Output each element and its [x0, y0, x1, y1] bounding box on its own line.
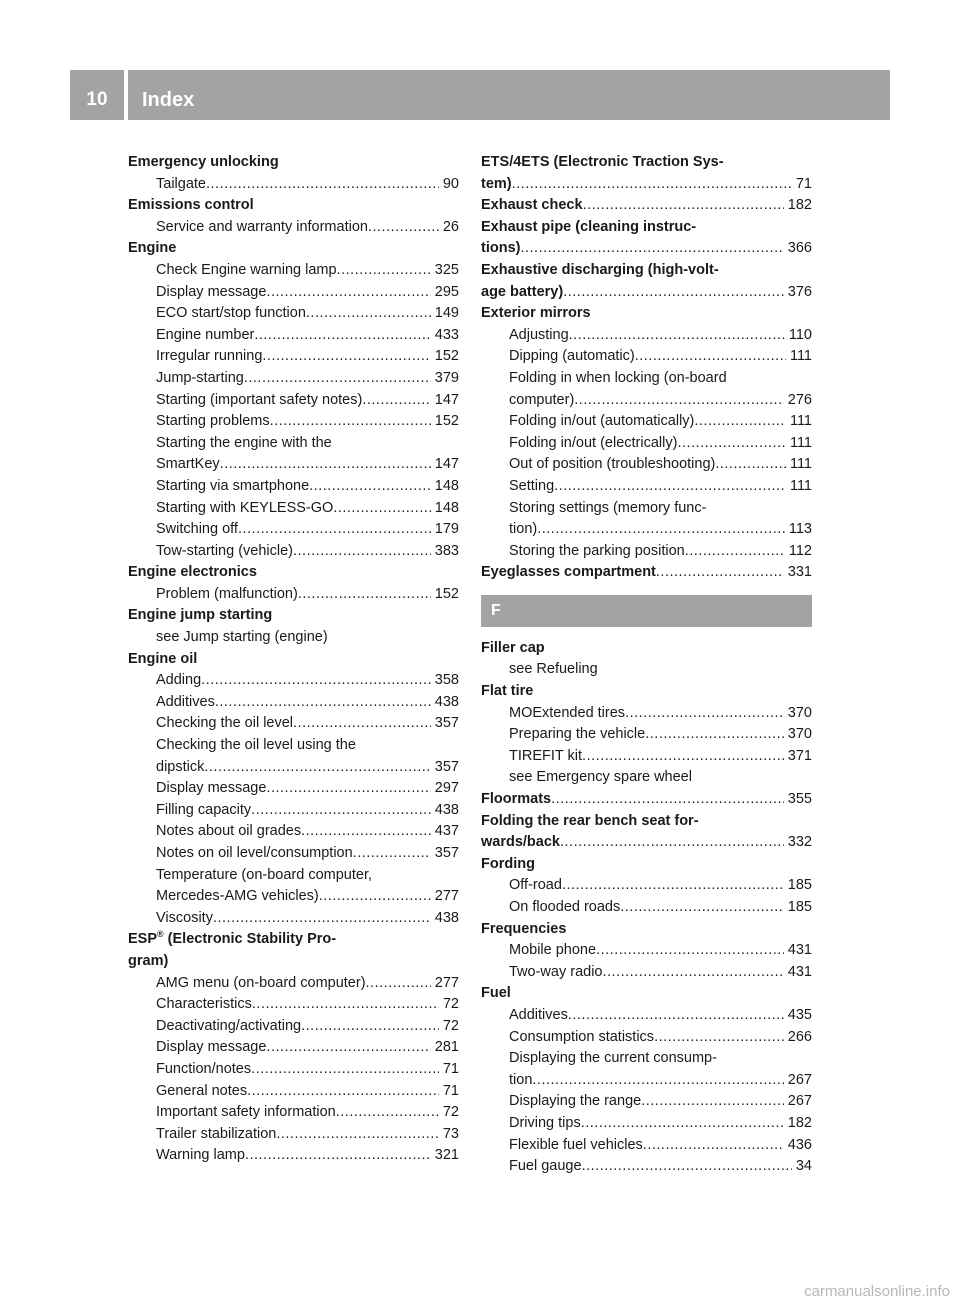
index-subentry-text: Checking the oil level using the — [156, 737, 356, 754]
page-reference: 111 — [789, 477, 812, 494]
index-heading: Exhaust pipe (cleaning instruc- — [481, 218, 697, 235]
dot-leader — [254, 325, 430, 347]
index-heading — [128, 929, 459, 951]
dot-leader — [319, 886, 431, 908]
index-heading-entry — [481, 195, 812, 217]
index-subentry — [481, 1135, 812, 1157]
entry-label: tem) — [481, 175, 512, 192]
page-reference: 370 — [787, 704, 812, 721]
page-reference: 152 — [434, 413, 459, 430]
dot-leader — [201, 670, 431, 692]
index-heading: Fuel — [481, 985, 511, 1002]
entry-label: tions) — [481, 240, 521, 257]
index-subentry — [128, 411, 459, 433]
page-reference: 438 — [434, 693, 459, 710]
index-subentry — [128, 670, 459, 692]
entry-label: Flexible fuel vehicles — [509, 1136, 643, 1153]
index-subentry-text: see Jump starting (engine) — [156, 629, 328, 646]
dot-leader — [301, 1016, 439, 1038]
page-reference: 111 — [789, 348, 812, 365]
index-subentry — [128, 973, 459, 995]
entry-label: Consumption statistics — [509, 1028, 655, 1045]
index-subentry — [481, 962, 812, 984]
dot-leader — [602, 962, 783, 984]
index-subentry — [481, 519, 812, 541]
index-subentry — [128, 1102, 459, 1124]
page-reference: 152 — [434, 585, 459, 602]
entry-label: Off-road — [509, 877, 562, 894]
watermark: carmanualsonline.info — [804, 1283, 950, 1300]
index-heading: Flat tire — [481, 683, 534, 700]
dot-leader — [220, 454, 431, 476]
entry-label: Jump-starting — [156, 369, 244, 386]
index-heading: Folding the rear bench seat for- — [481, 812, 699, 829]
dot-leader — [301, 821, 431, 843]
index-heading: Engine oil — [128, 650, 198, 667]
dot-leader — [293, 541, 431, 563]
entry-label: Out of position (troubleshooting) — [509, 456, 716, 473]
index-subentry — [128, 1037, 459, 1059]
dot-leader — [238, 519, 431, 541]
entry-label: Characteristics — [156, 996, 252, 1013]
page-reference: 182 — [787, 197, 812, 214]
dot-leader — [215, 692, 431, 714]
dot-leader — [362, 390, 430, 412]
dot-leader — [244, 368, 431, 390]
entry-label: Additives — [156, 693, 215, 710]
page-reference: 267 — [787, 1093, 812, 1110]
index-subentry — [128, 1124, 459, 1146]
index-heading-entry — [481, 282, 812, 304]
dot-leader — [694, 411, 786, 433]
dot-leader — [625, 703, 784, 725]
index-subentry — [128, 692, 459, 714]
dot-leader — [206, 174, 439, 196]
entry-label: Switching off — [156, 521, 238, 538]
page-reference: 331 — [787, 564, 812, 581]
dot-leader — [537, 519, 785, 541]
page-reference: 295 — [434, 283, 459, 300]
dot-leader — [204, 757, 430, 779]
entry-label: Notes about oil grades — [156, 823, 302, 840]
entry-label: Notes on oil level/consumption — [156, 845, 353, 861]
index-subentry — [128, 498, 459, 520]
dot-leader — [620, 897, 784, 919]
dot-leader — [337, 260, 431, 282]
dot-leader — [645, 724, 784, 746]
index-subentry — [128, 303, 459, 325]
page-reference: 370 — [787, 726, 812, 743]
page-reference: 435 — [787, 1006, 812, 1023]
index-subentry-text: Starting the engine with the — [156, 434, 332, 451]
dot-leader — [293, 713, 431, 735]
dot-leader — [270, 411, 431, 433]
entry-label: Starting via smartphone — [156, 477, 310, 494]
index-subentry-text: see Emergency spare wheel — [509, 769, 692, 786]
dot-leader — [643, 1135, 784, 1157]
index-subentry — [481, 875, 812, 897]
page-reference: 147 — [434, 391, 459, 408]
index-subentry — [128, 174, 459, 196]
entry-label: Display message — [156, 780, 267, 797]
entry-label: Mobile phone — [509, 942, 597, 959]
page-reference: 185 — [787, 877, 812, 894]
page-reference: 111 — [789, 456, 812, 473]
dot-leader — [641, 1091, 784, 1113]
index-subentry-text: see Refueling — [509, 661, 598, 678]
page-reference: 182 — [787, 1114, 812, 1131]
dot-leader — [582, 746, 784, 768]
index-subentry — [481, 1027, 812, 1049]
index-subentry-text: Storing settings (memory func- — [509, 499, 707, 516]
page-reference: 297 — [434, 780, 459, 797]
index-subentry — [481, 703, 812, 725]
dot-leader — [306, 303, 431, 325]
heading-text: ESP — [128, 931, 158, 948]
index-subentry — [128, 260, 459, 282]
entry-label: Display message — [156, 1039, 267, 1056]
entry-label: Adjusting — [509, 326, 569, 343]
index-heading: Emergency unlocking — [128, 154, 279, 170]
page-reference: 71 — [442, 1060, 459, 1077]
entry-label: Adding — [156, 672, 202, 689]
entry-label: SmartKey — [156, 456, 220, 473]
index-subentry — [481, 476, 812, 498]
index-column-left — [128, 152, 459, 1167]
dot-leader — [266, 778, 430, 800]
registered-mark: ® — [157, 929, 164, 940]
page-number: 10 — [86, 89, 108, 110]
dot-leader — [247, 1081, 439, 1103]
page-reference: 321 — [434, 1147, 459, 1164]
page-reference: 355 — [787, 791, 812, 808]
index-column-right — [481, 152, 812, 1178]
entry-label: Floormats — [481, 791, 552, 808]
entry-label: MOExtended tires — [509, 704, 626, 721]
entry-label: Tailgate — [156, 175, 206, 192]
page-reference: 433 — [434, 326, 459, 343]
index-subentry — [481, 390, 812, 412]
index-subentry — [128, 282, 459, 304]
entry-label: Displaying the range — [509, 1093, 642, 1110]
index-heading-entry — [481, 562, 812, 584]
index-subentry — [128, 519, 459, 541]
index-subentry — [481, 1113, 812, 1135]
entry-label: Problem (malfunction) — [156, 585, 298, 602]
dot-leader — [266, 282, 430, 304]
page-reference: 277 — [434, 888, 459, 905]
index-subentry-text: Folding in when locking (on-board — [509, 369, 727, 386]
index-subentry — [481, 433, 812, 455]
entry-label: Mercedes-AMG vehicles) — [156, 888, 319, 905]
dot-leader — [251, 1059, 439, 1081]
page-title: Index — [142, 89, 195, 111]
entry-label: age battery) — [481, 283, 564, 300]
index-subentry — [128, 821, 459, 843]
entry-label: AMG menu (on-board computer) — [156, 974, 366, 991]
index-subentry — [128, 217, 459, 239]
page-reference: 357 — [434, 758, 459, 775]
index-heading: Engine — [128, 240, 177, 257]
page-reference: 266 — [787, 1028, 812, 1045]
entry-label: dipstick — [156, 758, 205, 775]
page-reference: 147 — [434, 456, 459, 473]
page-reference: 357 — [434, 715, 459, 732]
index-heading: Engine electronics — [128, 564, 257, 581]
entry-label: Folding in/out (automatically) — [509, 413, 695, 430]
dot-leader — [309, 476, 431, 498]
page-reference: 112 — [788, 542, 812, 559]
entry-label: Warning lamp — [156, 1147, 245, 1164]
index-subentry — [481, 325, 812, 347]
entry-label: Storing the parking position — [509, 542, 685, 559]
entry-label: Eyeglasses compartment — [481, 564, 656, 581]
page-reference: 72 — [442, 996, 459, 1013]
index-subentry — [128, 541, 459, 563]
page-reference: 325 — [434, 261, 459, 278]
entry-label: Service and warranty information — [156, 218, 368, 235]
page-reference: 111 — [789, 413, 812, 430]
dot-leader — [251, 800, 431, 822]
entry-label: Deactivating/activating — [156, 1017, 302, 1034]
index-subentry-text: Displaying the current consump- — [509, 1050, 717, 1067]
dot-leader — [568, 1005, 784, 1027]
page-reference: 148 — [434, 477, 459, 494]
index-subentry — [481, 1156, 812, 1178]
index-subentry — [128, 843, 459, 865]
dot-leader — [512, 174, 792, 196]
index-subentry — [128, 390, 459, 412]
index-subentry — [128, 346, 459, 368]
dot-leader — [635, 346, 786, 368]
index-subentry — [481, 897, 812, 919]
index-subentry — [128, 1081, 459, 1103]
entry-label: Viscosity — [156, 909, 213, 926]
dot-leader — [654, 1027, 784, 1049]
index-subentry — [481, 1091, 812, 1113]
entry-label: ECO start/stop function — [156, 305, 306, 322]
entry-label: tion) — [509, 521, 538, 538]
dot-leader — [581, 1113, 784, 1135]
index-subentry — [481, 1005, 812, 1027]
dot-leader — [715, 454, 786, 476]
page-reference: 72 — [442, 1017, 459, 1034]
page-reference: 73 — [442, 1125, 459, 1142]
entry-label: tion — [509, 1071, 533, 1088]
page-reference: 379 — [434, 369, 459, 386]
index-subentry — [128, 368, 459, 390]
entry-label: Exhaust check — [481, 197, 583, 214]
dot-leader — [569, 325, 785, 347]
page-reference: 371 — [787, 747, 812, 764]
entry-label: Function/notes — [156, 1060, 252, 1077]
index-subentry — [128, 757, 459, 779]
page-reference: 431 — [787, 963, 812, 980]
index-heading-entry — [481, 238, 812, 260]
entry-label: Engine number — [156, 326, 255, 343]
dot-leader — [368, 217, 439, 239]
index-subentry-text: Temperature (on-board computer, — [156, 866, 372, 883]
entry-label: Tow-starting (vehicle) — [156, 542, 293, 559]
entry-label: Fuel gauge — [509, 1158, 582, 1175]
page-reference: 332 — [787, 834, 812, 851]
entry-label: Preparing the vehicle — [509, 726, 646, 743]
entry-label: Irregular running — [156, 348, 263, 365]
entry-label: TIREFIT kit — [509, 747, 583, 764]
index-subentry — [128, 325, 459, 347]
index-subentry — [481, 411, 812, 433]
dot-leader — [336, 1102, 439, 1124]
dot-leader — [252, 994, 439, 1016]
index-heading: Fording — [481, 855, 535, 872]
index-subentry — [128, 908, 459, 930]
index-subentry — [481, 724, 812, 746]
dot-leader — [353, 843, 431, 865]
page-reference: 277 — [434, 974, 459, 991]
entry-label: On flooded roads — [509, 899, 621, 915]
page-reference: 358 — [434, 672, 459, 689]
entry-label: Important safety information — [156, 1104, 336, 1121]
entry-label: Starting (important safety notes) — [156, 391, 363, 408]
page-reference: 438 — [434, 909, 459, 926]
entry-label: Driving tips — [509, 1114, 581, 1131]
dot-leader — [685, 541, 785, 563]
entry-label: Folding in/out (electrically) — [509, 434, 678, 451]
dot-leader — [298, 584, 431, 606]
dot-leader — [583, 195, 784, 217]
page-reference: 383 — [434, 542, 459, 559]
index-heading: gram) — [128, 952, 169, 969]
index-subentry — [481, 346, 812, 368]
index-heading-entry — [481, 832, 812, 854]
index-subentry — [128, 713, 459, 735]
index-heading: Exterior mirrors — [481, 305, 591, 322]
entry-label: computer) — [509, 391, 575, 408]
entry-label: Checking the oil level — [156, 715, 294, 732]
index-subentry — [481, 541, 812, 563]
index-heading: Emissions control — [128, 197, 254, 214]
index-subentry — [128, 886, 459, 908]
page-reference: 437 — [434, 823, 459, 840]
index-subentry — [128, 584, 459, 606]
dot-leader — [245, 1145, 431, 1167]
page-reference: 179 — [434, 521, 459, 538]
index-subentry — [128, 778, 459, 800]
entry-label: Starting with KEYLESS-GO — [156, 499, 334, 516]
dot-leader — [213, 908, 431, 930]
entry-label: Starting problems — [156, 413, 270, 430]
entry-label: Two-way radio — [509, 963, 603, 980]
index-letter-heading: F — [481, 595, 812, 627]
entry-label: Filling capacity — [156, 801, 252, 818]
index-subentry — [128, 1145, 459, 1167]
dot-leader — [656, 562, 784, 584]
entry-label: Additives — [509, 1006, 568, 1023]
page-reference: 376 — [787, 283, 812, 300]
index-heading: Engine jump starting — [128, 607, 273, 624]
dot-leader — [560, 832, 784, 854]
dot-leader — [520, 238, 783, 260]
index-subentry — [128, 1016, 459, 1038]
entry-label: Check Engine warning lamp — [156, 261, 337, 278]
page-reference: 72 — [442, 1104, 459, 1121]
index-subentry — [481, 746, 812, 768]
page-reference: 281 — [434, 1039, 459, 1056]
dot-leader — [563, 282, 784, 304]
dot-leader — [562, 875, 784, 897]
page-reference: 185 — [787, 899, 812, 915]
page-reference: 436 — [787, 1136, 812, 1153]
index-heading: Frequencies — [481, 920, 567, 937]
dot-leader — [582, 1156, 792, 1178]
index-subentry — [128, 1059, 459, 1081]
page-reference: 431 — [787, 942, 812, 959]
page-reference: 438 — [434, 801, 459, 818]
dot-leader — [266, 1037, 430, 1059]
dot-leader — [551, 789, 784, 811]
index-heading: Filler cap — [481, 639, 545, 656]
dot-leader — [574, 390, 784, 412]
page-reference: 276 — [787, 391, 812, 408]
entry-label: Setting — [509, 477, 555, 494]
page-reference: 148 — [434, 499, 459, 516]
dot-leader — [554, 476, 786, 498]
header-divider — [124, 70, 128, 120]
page-reference: 26 — [442, 218, 459, 235]
index-subentry — [128, 800, 459, 822]
page-reference: 71 — [442, 1082, 459, 1099]
page-reference: 34 — [795, 1158, 812, 1175]
index-heading-entry — [481, 174, 812, 196]
dot-leader — [596, 940, 784, 962]
dot-leader — [532, 1070, 783, 1092]
dot-leader — [276, 1124, 439, 1146]
index-subentry — [128, 476, 459, 498]
page-reference: 357 — [434, 845, 459, 861]
index-heading: ETS/4ETS (Electronic Traction Sys- — [481, 154, 724, 170]
dot-leader — [333, 498, 431, 520]
page-reference: 152 — [434, 348, 459, 365]
entry-label: Display message — [156, 283, 267, 300]
index-subentry — [128, 994, 459, 1016]
entry-label: General notes — [156, 1082, 248, 1099]
entry-label: Dipping (automatic) — [509, 348, 635, 365]
dot-leader — [262, 346, 430, 368]
index-subentry — [481, 940, 812, 962]
index-subentry — [481, 454, 812, 476]
page-reference: 71 — [795, 175, 812, 192]
page-reference: 267 — [787, 1071, 812, 1088]
heading-text-rest: (Electronic Stability Pro- — [163, 931, 337, 948]
page-header — [70, 70, 890, 120]
page-reference: 149 — [434, 305, 459, 322]
entry-label: wards/back — [481, 834, 560, 851]
index-subentry — [481, 1070, 812, 1092]
page-reference: 90 — [442, 175, 459, 192]
page-reference: 111 — [789, 434, 812, 451]
index-subentry — [128, 454, 459, 476]
page-reference: 366 — [787, 240, 812, 257]
page-reference: 110 — [788, 326, 812, 343]
entry-label: Trailer stabilization — [156, 1125, 277, 1142]
index-heading: Exhaustive discharging (high-volt- — [481, 261, 719, 278]
page-reference: 113 — [788, 521, 812, 538]
dot-leader — [677, 433, 786, 455]
dot-leader — [366, 973, 431, 995]
index-heading-entry — [481, 789, 812, 811]
